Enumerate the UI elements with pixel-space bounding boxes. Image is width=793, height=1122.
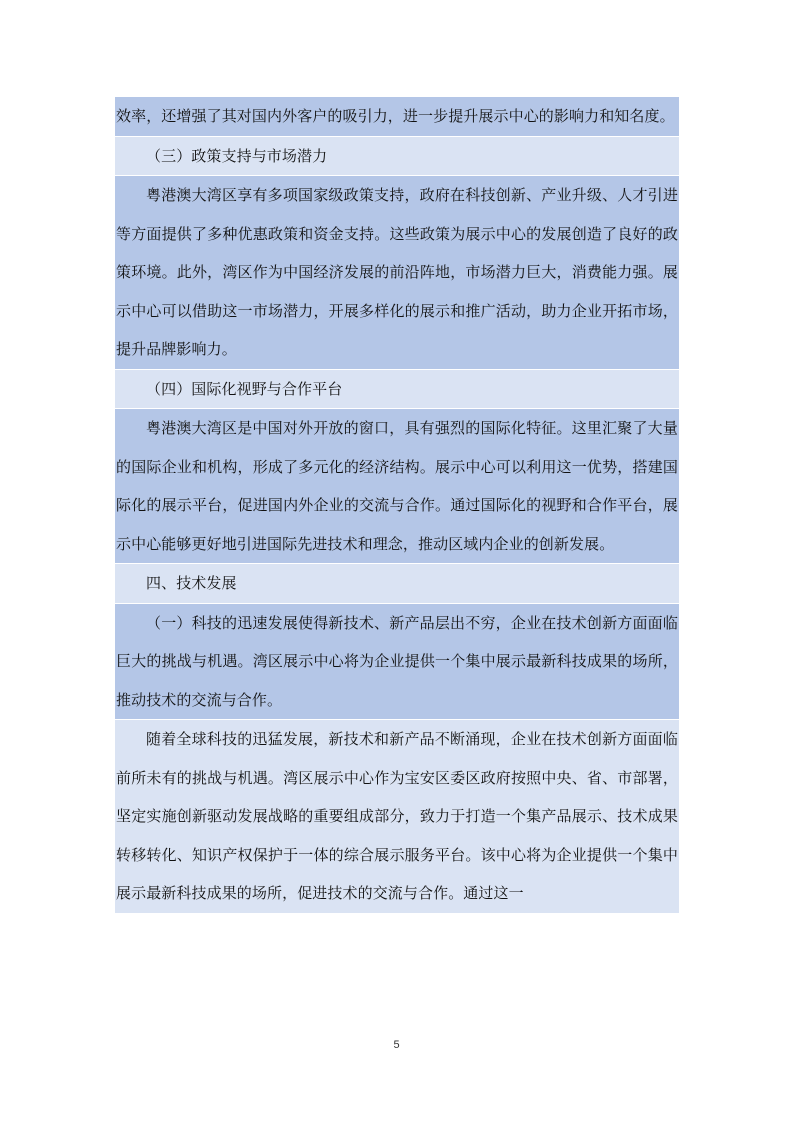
- section-heading-international: （四）国际化视野与合作平台: [115, 370, 679, 410]
- page-number: 5: [393, 1039, 400, 1051]
- paragraph-policy-support: 粤港澳大湾区享有多项国家级政策支持，政府在科技创新、产业升级、人才引进等方面提供了多种优惠政策和资金支持。这些政策为展示中心的发展创造了良好的政策环境。此外，湾区作为中国经济发展的前沿阵地，市场潜力巨大，消费能力强。展示中心可以借助这一市场潜力，开展多样化的展示和推广活动，助力企业开拓市场，提升品牌影响力。: [115, 176, 679, 370]
- paragraph-continuation: 效率，还增强了其对国内外客户的吸引力，进一步提升展示中心的影响力和知名度。: [115, 97, 679, 137]
- chapter-heading-tech-development: 四、技术发展: [115, 564, 679, 604]
- paragraph-tech-detail: 随着全球科技的迅猛发展，新技术和新产品不断涌现，企业在技术创新方面面临前所未有的挑战与机遇。湾区展示中心作为宝安区委区政府按照中央、省、市部署，坚定实施创新驱动发展战略的重要组成部分，致力于打造一个集产品展示、技术成果转移转化、知识产权保护于一体的综合展示服务平台。该中心将为企业提供一个集中展示最新科技成果的场所，促进技术的交流与合作。通过这一: [115, 720, 679, 914]
- section-heading-policy-support: （三）政策支持与市场潜力: [115, 137, 679, 177]
- paragraph-international: 粤港澳大湾区是中国对外开放的窗口，具有强烈的国际化特征。这里汇聚了大量的国际企业和机构，形成了多元化的经济结构。展示中心可以利用这一优势，搭建国际化的展示平台，促进国内外企业的交流与合作。通过国际化的视野和合作平台，展示中心能够更好地引进国际先进技术和理念，推动区域内企业的创新发展。: [115, 409, 679, 564]
- document-body: [115, 97, 679, 914]
- paragraph-tech-intro: （一）科技的迅速发展使得新技术、新产品层出不穷，企业在技术创新方面面临巨大的挑战与机遇。湾区展示中心将为企业提供一个集中展示最新科技成果的场所，推动技术的交流与合作。: [115, 604, 679, 721]
